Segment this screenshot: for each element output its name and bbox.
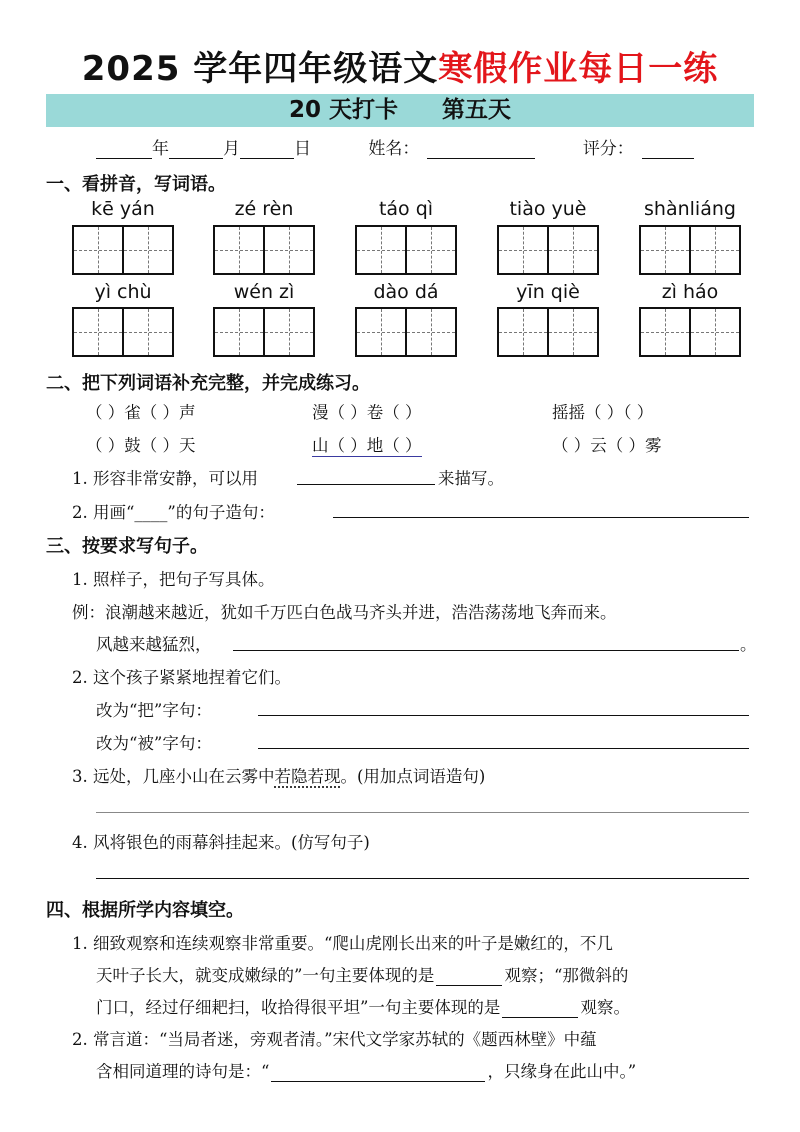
banner-left: 20 天打卡 <box>288 97 398 123</box>
writing-grid[interactable] <box>213 307 315 357</box>
paragraph-line <box>96 1058 636 1082</box>
paragraph-line <box>96 962 628 986</box>
pinyin: táo qì <box>378 198 434 220</box>
year-field[interactable] <box>96 140 152 159</box>
text: 观察；“那微斜的 <box>504 966 629 985</box>
worksheet-title <box>0 46 800 92</box>
text: 观察。 <box>580 998 630 1017</box>
answer-blank[interactable] <box>271 1063 485 1082</box>
question-text: 1. 照样子，把句子写具体。 <box>72 570 275 589</box>
writing-grid[interactable] <box>213 225 315 275</box>
word-blank[interactable]: 漫（ ）卷（ ） <box>312 403 422 422</box>
day-label: 日 <box>294 139 311 159</box>
word-blank[interactable]: 摇摇（ ）（ ） <box>552 403 654 422</box>
writing-grid[interactable] <box>72 307 174 357</box>
pinyin: yì chù <box>94 281 152 303</box>
answer-line[interactable] <box>297 484 435 485</box>
answer-line[interactable] <box>233 650 739 651</box>
info-line <box>96 134 694 159</box>
paragraph-line: 2. 常言道：“当局者迷，旁观者清。”宋代文学家苏轼的《题西林壁》中蕴 <box>72 1030 597 1049</box>
year-label: 年 <box>152 139 169 159</box>
question-text: 1. 形容非常安静，可以用 <box>72 469 258 488</box>
q3-note: 。(用加点词语造句) <box>340 767 486 786</box>
question-text: 风越来越猛烈， <box>96 635 212 654</box>
text: 天叶子长大，就变成嫩绿的”一句主要体现的是 <box>96 966 435 985</box>
question-text: 来描写。 <box>438 469 504 488</box>
pinyin: zé rèn <box>234 198 294 220</box>
title-black: 2025 学年四年级语文 <box>81 49 439 89</box>
text: 含相同道理的诗句是：“ <box>96 1062 270 1081</box>
writing-grid[interactable] <box>355 307 457 357</box>
month-label: 月 <box>223 139 240 159</box>
q3-text: 3. 远处，几座小山在云雾中 <box>72 767 275 786</box>
pinyin: kē yán <box>91 198 155 220</box>
question-text: 2. 用画“____”的句子造句： <box>72 503 275 522</box>
day-banner <box>46 94 754 127</box>
section3-heading: 三、按要求写句子。 <box>46 536 208 557</box>
section1-heading: 一、看拼音，写词语。 <box>46 174 226 195</box>
writing-grid[interactable] <box>72 225 174 275</box>
word-blank-underlined[interactable]: 山（ ）地（ ） <box>312 432 422 457</box>
pinyin: dào dá <box>373 281 439 303</box>
answer-blank[interactable] <box>502 999 578 1018</box>
writing-grid[interactable] <box>639 225 741 275</box>
answer-line[interactable] <box>258 715 749 716</box>
section2-heading: 二、把下列词语补充完整，并完成练习。 <box>46 373 370 394</box>
word-blank[interactable]: （ ）雀（ ）声 <box>86 403 196 422</box>
period: 。 <box>740 635 757 654</box>
answer-line[interactable] <box>333 517 749 518</box>
pinyin: wén zì <box>233 281 295 303</box>
word-blank[interactable]: （ ）鼓（ ）天 <box>86 436 196 455</box>
answer-blank[interactable] <box>436 967 502 986</box>
writing-grid[interactable] <box>639 307 741 357</box>
paragraph-line <box>96 994 630 1018</box>
question-text: 2. 这个孩子紧紧地捏着它们。 <box>72 668 291 687</box>
pinyin: shànliáng <box>644 198 736 220</box>
score-field[interactable] <box>642 140 694 159</box>
pinyin: yīn qiè <box>516 281 580 303</box>
writing-grid[interactable] <box>497 225 599 275</box>
section4-heading: 四、根据所学内容填空。 <box>46 900 244 921</box>
title-red: 寒假作业每日一练 <box>438 49 719 89</box>
dotted-word <box>275 767 341 786</box>
month-field[interactable] <box>169 140 223 159</box>
question-text: 4. 风将银色的雨幕斜挂起来。(仿写句子) <box>72 833 370 852</box>
word-blank[interactable]: （ ）云（ ）雾 <box>552 436 662 455</box>
score-label: 评分： <box>582 139 634 159</box>
name-field[interactable] <box>427 140 535 159</box>
question-text: 改为“被”字句： <box>96 734 212 753</box>
example-sentence: 例：浪潮越来越近，犹如千万匹白色战马齐头并进，浩浩荡荡地飞奔而来。 <box>72 603 617 622</box>
answer-line[interactable] <box>96 812 749 813</box>
name-label: 姓名： <box>368 139 420 159</box>
pinyin: zì háo <box>661 281 719 303</box>
question-text: 改为“把”字句： <box>96 701 212 720</box>
answer-line[interactable] <box>96 878 749 879</box>
question-text <box>72 763 485 787</box>
paragraph-line: 1. 细致观察和连续观察非常重要。“爬山虎刚长出来的叶子是嫩红的，不几 <box>72 934 613 953</box>
writing-grid[interactable] <box>355 225 457 275</box>
day-field[interactable] <box>240 140 294 159</box>
banner-right: 第五天 <box>442 97 511 123</box>
writing-grid[interactable] <box>497 307 599 357</box>
text: ，只缘身在此山中。” <box>487 1062 637 1081</box>
pinyin: tiào yuè <box>509 198 587 220</box>
answer-line[interactable] <box>258 748 749 749</box>
dotted-word-text: 若隐若现 <box>274 767 341 786</box>
text: 门口，经过仔细耙扫，收拾得很平坦”一句主要体现的是 <box>96 998 501 1017</box>
